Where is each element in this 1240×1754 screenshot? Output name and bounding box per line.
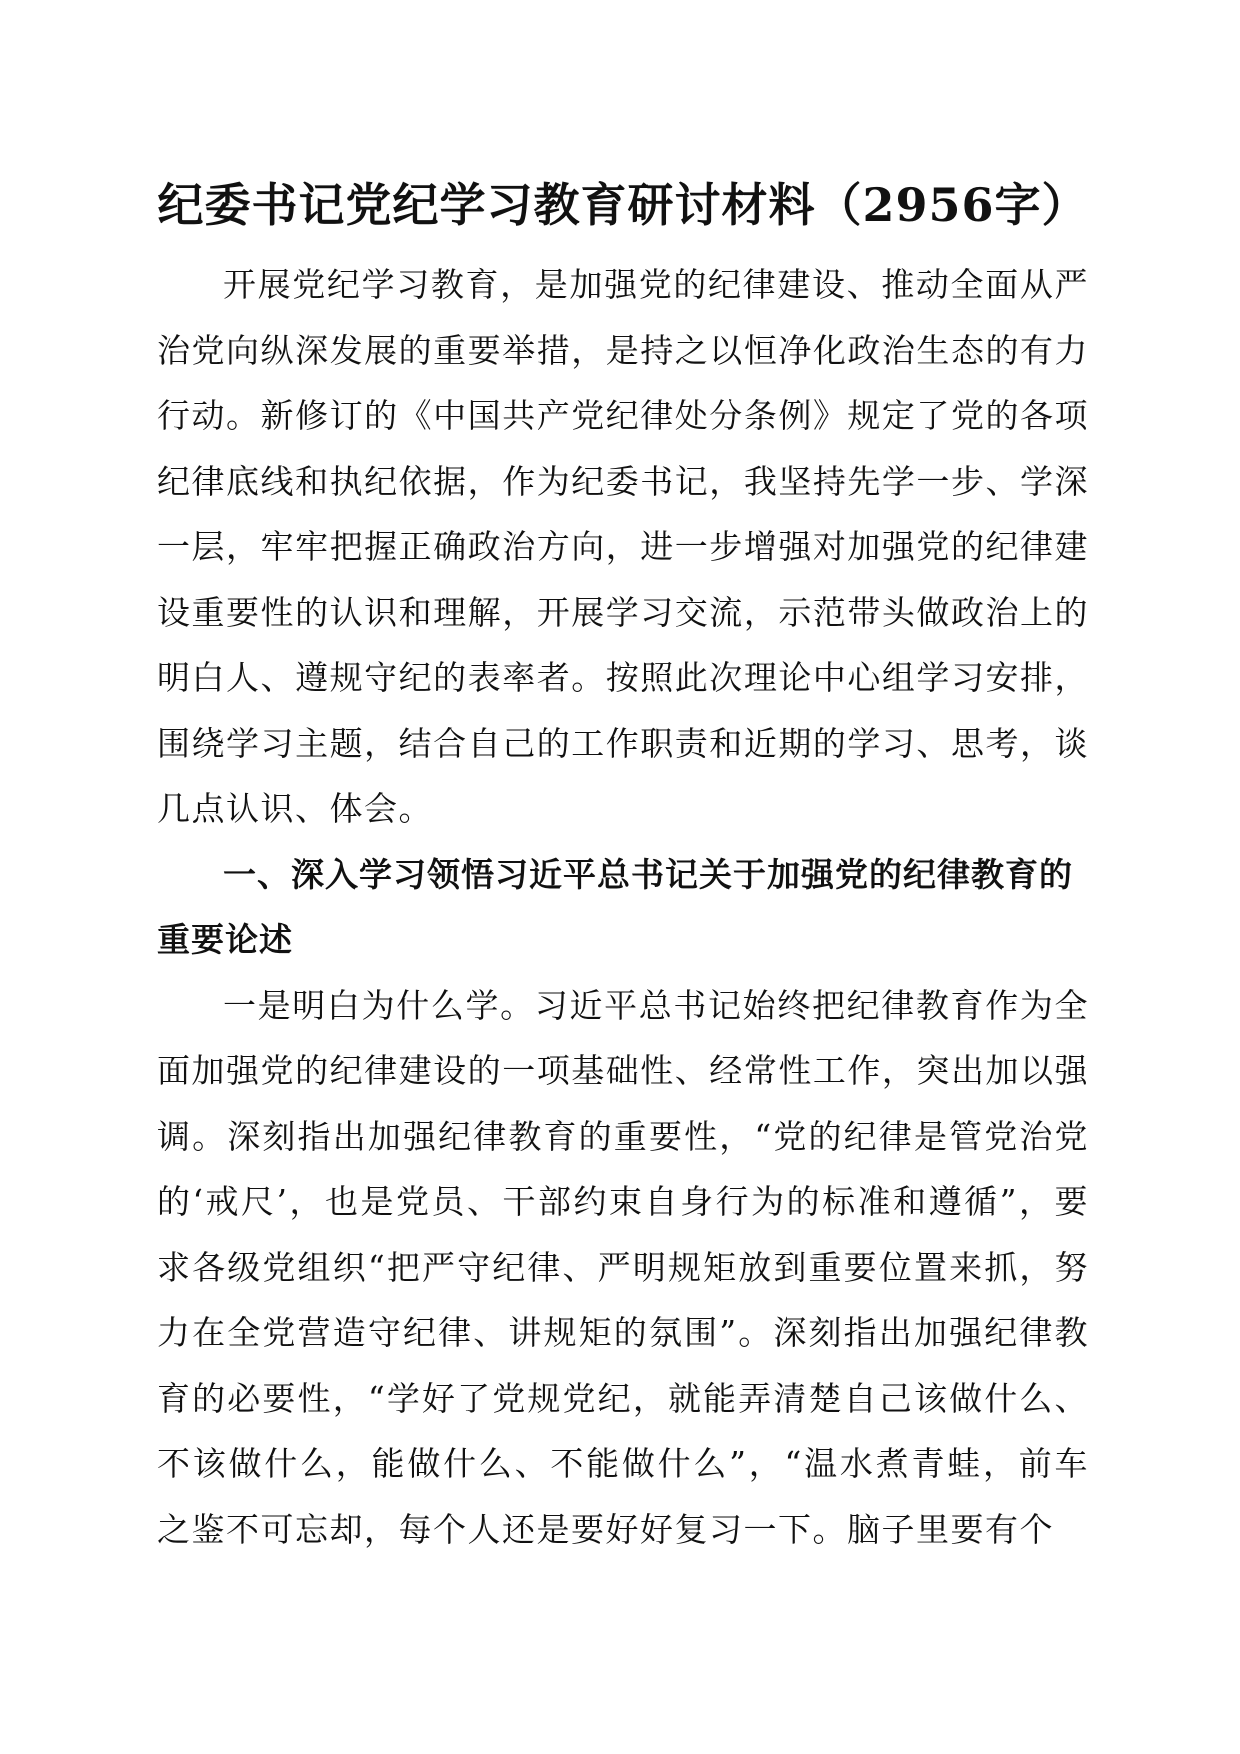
document-title: 纪委书记党纪学习教育研讨材料（2956字） xyxy=(157,178,1089,232)
section-paragraph: 一是明白为什么学。习近平总书记始终把纪律教育作为全面加强党的纪律建设的一项基础性、经常性工作，突出加以强调。深刻指出加强纪律教育的重要性，“党的纪律是管党治党的‘戒尺’，也是党员、干部约束自身行为的标准和遵循”，要求各级党组织“把严守纪律、严明规矩放到重要位置来抓，努力在全党营造守纪律、讲规矩的氛围”。深刻指出加强纪律教育的必要性，“学好了党规党纪，就能弄清楚自己该做什么、不该做什么，能做什么、不能做什么”，“温水煮青蛙，前车之鉴不可忘却，每个人还是要好好复习一下。脑子里要有个 xyxy=(157,985,1089,1549)
intro-paragraph: 开展党纪学习教育，是加强党的纪律建设、推动全面从严治党向纵深发展的重要举措，是持之以恒净化政治生态的有力行动。新修订的《中国共产党纪律处分条例》规定了党的各项纪律底线和执纪依据，作为纪委书记，我坚持先学一步、学深一层，牢牢把握正确政治方向，进一步增强对加强党的纪律建设重要性的认识和理解，开展学习交流，示范带头做政治上的明白人、遵规守纪的表率者。按照此次理论中心组学习安排，围绕学习主题，结合自己的工作职责和近期的学习、思考，谈几点认识、体会。 xyxy=(157,265,1089,828)
section-heading: 一、深入学习领悟习近平总书记关于加强党的纪律教育的重要论述 xyxy=(157,854,1073,959)
document-body xyxy=(157,170,1089,1562)
